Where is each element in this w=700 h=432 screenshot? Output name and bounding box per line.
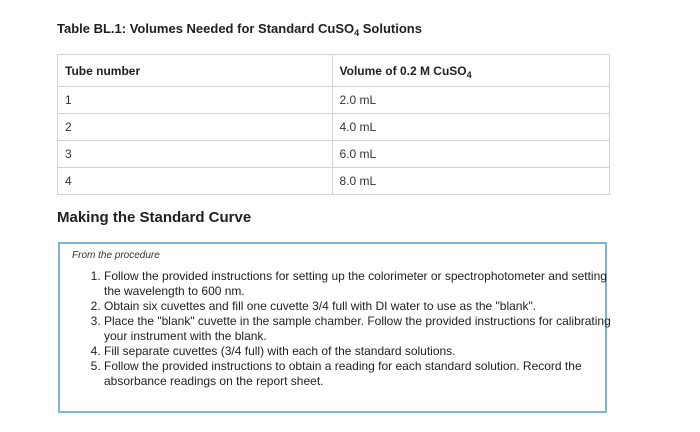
tube-number-cell: 3 <box>58 141 333 168</box>
tube-number-cell: 4 <box>58 168 333 195</box>
header-tube-number: Tube number <box>58 55 333 87</box>
section-heading: Making the Standard Curve <box>57 209 252 226</box>
header-volume-subscript: 4 <box>466 69 472 80</box>
table-caption-prefix: Table BL.1: Volumes Needed for Standard CuSO <box>57 21 355 36</box>
volume-cell: 6.0 mL <box>332 141 610 168</box>
header-volume-prefix: Volume of 0.2 M CuSO <box>339 63 467 78</box>
table-row <box>58 141 610 168</box>
volume-cell: 2.0 mL <box>332 87 610 114</box>
procedure-step: 5. Follow the provided instructions to obtain a reading for each standard solution. Record the absorbance readings on the report sheet. <box>104 359 626 389</box>
table-row <box>58 87 610 114</box>
procedure-step: 2. Obtain six cuvettes and fill one cuvette 3/4 full with DI water to use as the "blank". <box>104 299 626 314</box>
procedure-step: 1. Follow the provided instructions for setting up the colorimeter or spectrophotometer and setting the wavelength to 600 nm. <box>104 269 626 299</box>
table-caption-subscript: 4 <box>354 28 360 38</box>
tube-number-cell: 1 <box>58 87 333 114</box>
table-header-row <box>58 55 610 87</box>
volume-cell: 4.0 mL <box>332 114 610 141</box>
procedure-box <box>58 242 611 413</box>
volume-cell: 8.0 mL <box>332 168 610 195</box>
table-caption-suffix: Solutions <box>359 21 422 36</box>
volumes-table <box>57 54 610 195</box>
tube-number-cell: 2 <box>58 114 333 141</box>
procedure-source-label: From the procedure <box>72 250 160 261</box>
header-volume <box>332 55 610 87</box>
table-row <box>58 114 610 141</box>
procedure-step: 4. Fill separate cuvettes (3/4 full) with each of the standard solutions. <box>104 344 626 359</box>
table-row <box>58 168 610 195</box>
procedure-steps-list <box>72 269 626 389</box>
table-caption <box>57 21 422 36</box>
procedure-step: 3. Place the "blank" cuvette in the sample chamber. Follow the provided instructions for calibrating your instrument with the blank. <box>104 314 626 344</box>
